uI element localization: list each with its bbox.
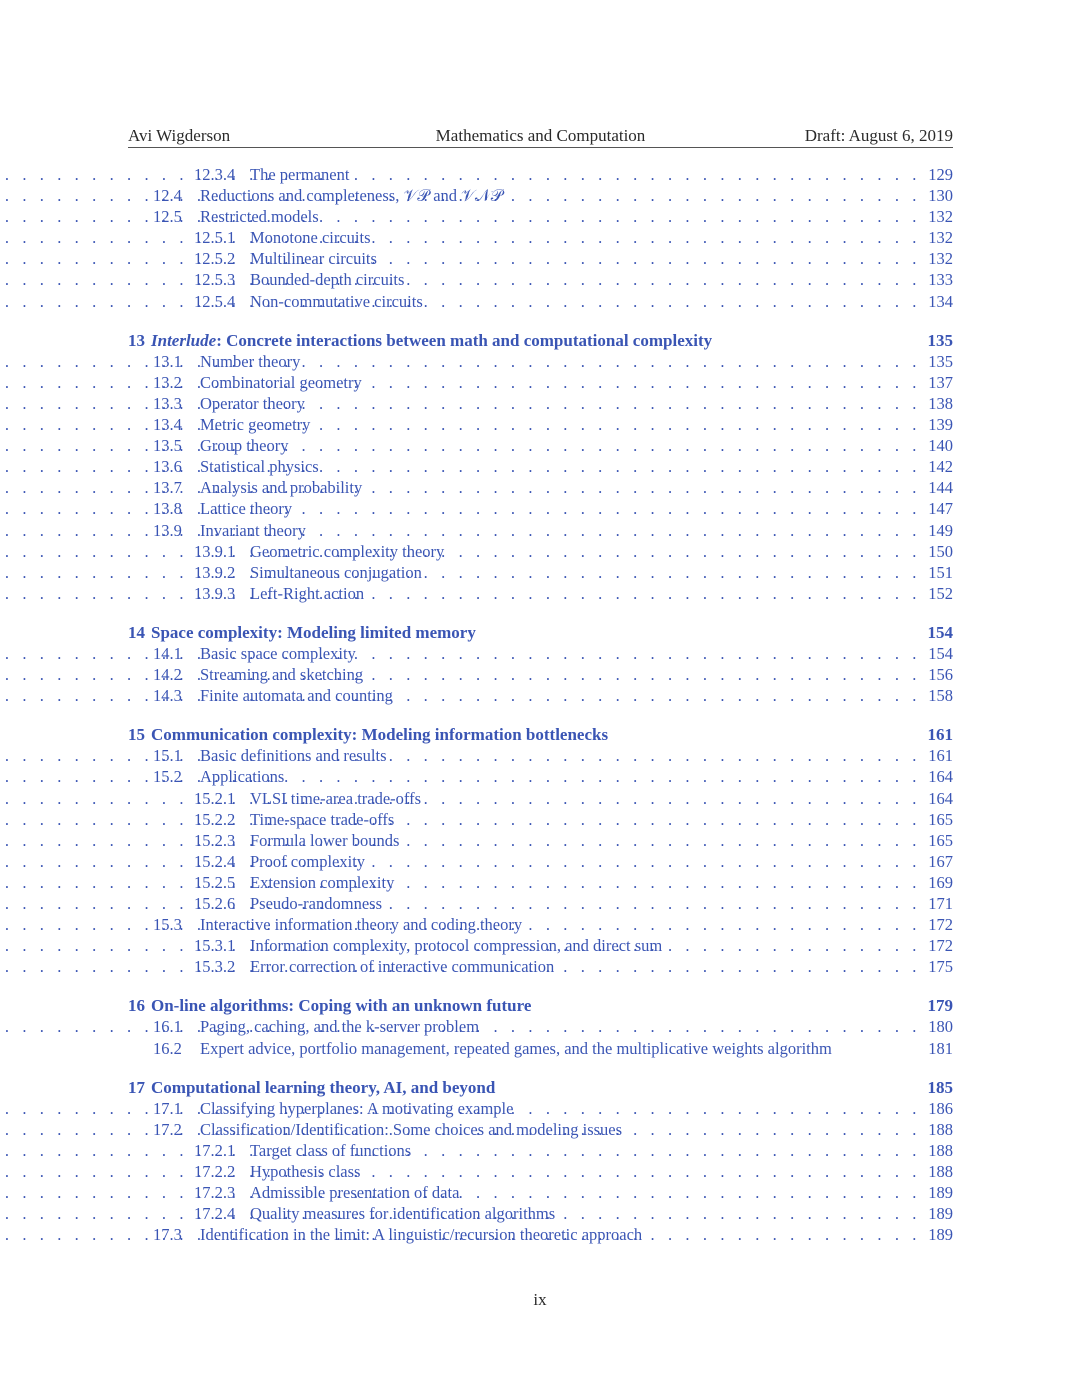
toc-entry-title: Finite automata and counting <box>200 686 393 706</box>
toc-entry-number: 15.2.2 <box>194 809 236 829</box>
toc-entry-page: 185 <box>927 1077 953 1097</box>
toc-entry-page: 135 <box>928 351 953 371</box>
toc-entry-number: 15.2.5 <box>194 872 236 892</box>
toc-dot-leader <box>369 664 921 685</box>
toc-dot-leader <box>290 766 921 787</box>
toc-entry-page: 188 <box>928 1162 953 1182</box>
toc-entry-number: 16.2 <box>153 1038 182 1058</box>
toc-subsection-entry[interactable] <box>128 227 953 248</box>
toc-entry-title: Group theory <box>200 436 289 456</box>
toc-entry-title: Error correction of interactive communication <box>250 957 555 977</box>
toc-entry-page: 132 <box>928 249 953 269</box>
toc-entry-number: 13.7 <box>153 478 182 498</box>
toc-entry-page: 181 <box>928 1038 953 1058</box>
toc-dot-leader <box>383 248 921 269</box>
toc-entry-page: 139 <box>928 415 953 435</box>
toc-entry-page: 132 <box>928 228 953 248</box>
toc-entry-title: Invariant theory <box>200 520 306 540</box>
toc-entry-title: Hypothesis class <box>250 1162 361 1182</box>
toc-entry-title: Information complexity, protocol compression, and direct sum <box>250 936 663 956</box>
toc-subsection-entry[interactable] <box>128 935 953 956</box>
toc-entry-title: Simultaneous conjugation <box>250 562 422 582</box>
toc-entry-number: 17.2 <box>153 1119 182 1139</box>
toc-entry-title: Identification in the limit: A linguistic/recursion theoretic approach <box>200 1225 643 1245</box>
toc-entry-title: Target class of functions <box>250 1140 412 1160</box>
toc-dot-leader <box>405 830 921 851</box>
toc-entry-number: 13.9.1 <box>194 541 236 561</box>
toc-dot-leader <box>410 269 921 290</box>
toc-entry-number: 17.1 <box>153 1098 182 1118</box>
toc-dot-leader <box>294 435 921 456</box>
toc-dot-leader <box>306 351 921 372</box>
toc-dot-leader <box>362 643 921 664</box>
toc-dot-leader <box>312 520 921 541</box>
toc-entry-page: 132 <box>928 207 953 227</box>
toc-dot-leader <box>628 1119 921 1140</box>
toc-dot-leader <box>465 1182 921 1203</box>
toc-entry-page: 167 <box>928 851 953 871</box>
toc-section-entry[interactable] <box>128 351 953 372</box>
toc-dot-leader <box>427 788 921 809</box>
toc-subsection-entry[interactable] <box>128 164 953 185</box>
toc-subsection-entry[interactable] <box>128 893 953 914</box>
toc-entry-title: Number theory <box>200 351 301 371</box>
toc-section-entry[interactable] <box>128 414 953 435</box>
header-book-title: Mathematics and Computation <box>435 126 646 145</box>
toc-entry-page: 151 <box>928 562 953 582</box>
toc-entry-title: Paging, caching, and the k-server problem <box>200 1017 480 1037</box>
toc-dot-leader <box>316 414 921 435</box>
toc-chapter-entry[interactable] <box>128 724 953 745</box>
toc-entry-number: 16 <box>128 996 145 1016</box>
toc-entry-title: Expert advice, portfolio management, repeated games, and the multiplicative weights algorithm <box>200 1038 832 1058</box>
toc-dot-leader <box>450 541 921 562</box>
toc-section-entry[interactable] <box>128 745 953 766</box>
toc-entry-page: 171 <box>928 894 953 913</box>
toc-entry-title-emphasis: Interlude <box>151 330 217 350</box>
toc-entry-page: 147 <box>928 499 953 519</box>
toc-entry-number: 15.2 <box>153 767 182 787</box>
toc-entry-page: 129 <box>928 165 953 184</box>
toc-entry-page: 172 <box>928 915 953 935</box>
toc-entry-title: Space complexity: Modeling limited memory <box>151 622 476 642</box>
toc-section-entry[interactable] <box>128 914 953 935</box>
toc-subsection-entry[interactable] <box>128 291 953 312</box>
toc-section-entry[interactable] <box>128 498 953 519</box>
toc-dot-leader <box>648 1224 921 1245</box>
toc-dot-leader <box>429 291 921 312</box>
toc-entry-number: 12.5.1 <box>194 228 236 248</box>
header-author: Avi Wigderson <box>128 126 231 145</box>
toc-section-entry[interactable] <box>128 766 953 787</box>
toc-section-entry[interactable] <box>128 435 953 456</box>
toc-entry-title: Classification/Identification: Some choices and modeling issues <box>200 1119 623 1139</box>
toc-dot-leader <box>366 1161 921 1182</box>
toc-entry-number: 15 <box>128 725 145 745</box>
toc-entry-title: Classifying hyperplanes: A motivating example <box>200 1098 514 1118</box>
toc-entry-number: 15.3 <box>153 915 182 935</box>
toc-subsection-entry[interactable] <box>128 269 953 290</box>
toc-subsection-entry[interactable] <box>128 809 953 830</box>
toc-section-entry[interactable] <box>128 1038 953 1059</box>
toc-entry-number: 15.2.3 <box>194 830 236 850</box>
toc-subsection-entry[interactable] <box>128 788 953 809</box>
toc-dot-leader <box>509 185 921 206</box>
toc-entry-number: 13.2 <box>153 372 182 392</box>
toc-entry-number: 12.4 <box>153 186 182 206</box>
toc-entry-page: 188 <box>928 1119 953 1139</box>
toc-entry-page: 180 <box>928 1017 953 1037</box>
toc-entry-page: 189 <box>928 1204 953 1224</box>
toc-dot-leader <box>298 498 921 519</box>
toc-entry-title: Communication complexity: Modeling information bottlenecks <box>151 725 609 745</box>
toc-entry-page: 138 <box>928 393 953 413</box>
toc-entry-title: Left-Right action <box>250 583 365 603</box>
toc-section-entry[interactable] <box>128 520 953 541</box>
toc-subsection-entry[interactable] <box>128 830 953 851</box>
toc-entry-number: 15.3.1 <box>194 936 236 956</box>
toc-entry-page: 164 <box>928 767 953 787</box>
toc-entry-title: Multilinear circuits <box>250 249 377 269</box>
toc-entry-title: Pseudo-randomness <box>250 894 382 913</box>
toc-entry-title: Applications <box>200 767 285 787</box>
toc-subsection-entry[interactable] <box>128 956 953 977</box>
toc-entry-page: 179 <box>927 996 953 1016</box>
toc-entry-title: VLSI time-area trade-offs <box>250 788 422 808</box>
toc-subsection-entry[interactable] <box>128 1182 953 1203</box>
toc-entry-title: Restricted models <box>200 207 319 227</box>
toc-dot-leader <box>370 583 921 604</box>
toc-subsection-entry[interactable] <box>128 562 953 583</box>
toc-entry-number: 12.5.2 <box>194 249 236 269</box>
toc-entry-title <box>151 330 712 351</box>
toc-entry-number: 17.2.3 <box>194 1183 236 1203</box>
toc-entry-page: 189 <box>928 1225 953 1245</box>
toc-entry-title: Operator theory <box>200 393 305 413</box>
toc-entry-title: Time-space trade-offs <box>250 809 395 829</box>
toc-section-entry[interactable] <box>128 643 953 664</box>
toc-entry-title: Geometric complexity theory <box>250 541 445 561</box>
toc-entry-title: Metric geometry <box>200 415 311 435</box>
toc-dot-leader <box>428 562 921 583</box>
toc-entry-page: 165 <box>928 809 953 829</box>
toc-dot-leader <box>355 164 921 185</box>
toc-section-entry[interactable] <box>128 1224 953 1245</box>
toc-dot-leader <box>560 956 921 977</box>
toc-entry-page: 188 <box>928 1140 953 1160</box>
toc-entry-page: 150 <box>928 541 953 561</box>
toc-subsection-entry[interactable] <box>128 541 953 562</box>
toc-entry-title: Formula lower bounds <box>250 830 400 850</box>
toc-entry-number: 14.3 <box>153 686 182 706</box>
toc-entry-page: 142 <box>928 457 953 477</box>
toc-entry-title: On-line algorithms: Coping with an unknown future <box>151 996 532 1016</box>
toc-entry-title: Streaming and sketching <box>200 665 364 685</box>
toc-dot-leader <box>311 393 921 414</box>
toc-entry-title: Quality measures for identification algorithms <box>250 1204 556 1224</box>
toc-dot-leader <box>528 914 921 935</box>
toc-entry-title: Reductions and completeness, 𝒱𝒫 and 𝒱𝒩𝒫 <box>200 186 503 206</box>
toc-entry-number: 13.9.2 <box>194 562 236 582</box>
toc-dot-leader <box>400 872 921 893</box>
toc-section-entry[interactable] <box>128 685 953 706</box>
toc-chapter-entry[interactable] <box>128 622 953 643</box>
toc-entry-number: 12.5 <box>153 207 182 227</box>
toc-dot-leader <box>377 227 921 248</box>
toc-entry-number: 17.2.4 <box>194 1204 236 1224</box>
toc-section-entry[interactable] <box>128 206 953 227</box>
toc-entry-page: 158 <box>928 686 953 706</box>
toc-entry-number: 15.1 <box>153 746 182 766</box>
toc-entry-page: 172 <box>928 936 953 956</box>
toc-entry-page: 133 <box>928 270 953 290</box>
toc-entry-page: 169 <box>928 872 953 892</box>
toc-entry-title: Admissible presentation of data <box>250 1183 460 1203</box>
running-header <box>128 125 953 148</box>
toc-entry-page: 154 <box>928 643 953 663</box>
toc-entry-number: 17.3 <box>153 1225 182 1245</box>
toc-entry-number: 12.5.3 <box>194 270 236 290</box>
toc-dot-leader <box>668 935 921 956</box>
toc-entry-page: 154 <box>927 622 953 642</box>
toc-dot-leader <box>368 372 921 393</box>
toc-entry-title: Monotone circuits <box>250 228 371 248</box>
toc-entry-page: 152 <box>928 583 953 603</box>
toc-entry-title: Basic definitions and results <box>200 746 387 766</box>
toc-entry-number: 13 <box>128 330 145 350</box>
toc-chapter-entry[interactable] <box>128 330 953 351</box>
toc-entry-number: 15.2.4 <box>194 851 236 871</box>
toc-dot-leader <box>485 1016 921 1037</box>
toc-entry-title: Combinatorial geometry <box>200 372 362 392</box>
toc-entry-number: 12.5.4 <box>194 291 236 311</box>
toc-section-entry[interactable] <box>128 1119 953 1140</box>
toc-section-entry[interactable] <box>128 477 953 498</box>
toc-subsection-entry[interactable] <box>128 248 953 269</box>
toc-entry-page: 130 <box>928 186 953 206</box>
toc-entry-page: 189 <box>928 1183 953 1203</box>
toc-entry-number: 13.9.3 <box>194 583 236 603</box>
toc-subsection-entry[interactable] <box>128 583 953 604</box>
toc-entry-page: 161 <box>927 725 953 745</box>
toc-entry-number: 15.3.2 <box>194 957 236 977</box>
toc-entry-title: Lattice theory <box>200 499 293 519</box>
toc-entry-title: Interactive information theory and coding theory <box>200 915 523 935</box>
toc-dot-leader <box>325 206 921 227</box>
toc-entry-number: 15.2.1 <box>194 788 236 808</box>
toc-entry-number: 13.5 <box>153 436 182 456</box>
toc-subsection-entry[interactable] <box>128 851 953 872</box>
toc-entry-page: 175 <box>928 957 953 977</box>
toc-entry-number: 17.2.1 <box>194 1140 236 1160</box>
toc-entry-title: Statistical physics <box>200 457 319 477</box>
page-number: ix <box>533 1290 547 1309</box>
toc-dot-leader <box>417 1140 921 1161</box>
toc-dot-leader <box>399 685 921 706</box>
toc-entry-title: The permanent <box>250 165 350 184</box>
toc-entry-title: Computational learning theory, AI, and beyond <box>151 1077 496 1097</box>
table-of-contents <box>128 164 953 1245</box>
toc-entry-page: 144 <box>928 478 953 498</box>
toc-dot-leader <box>393 745 921 766</box>
toc-section-entry[interactable] <box>128 456 953 477</box>
toc-chapter-entry[interactable] <box>128 995 953 1016</box>
toc-subsection-entry[interactable] <box>128 1140 953 1161</box>
toc-entry-number: 13.1 <box>153 351 182 371</box>
toc-section-entry[interactable] <box>128 393 953 414</box>
toc-entry-title: Extension complexity <box>250 872 395 892</box>
toc-entry-number: 14.2 <box>153 665 182 685</box>
toc-entry-page: 134 <box>928 291 953 311</box>
toc-entry-page: 186 <box>928 1098 953 1118</box>
toc-entry-title: Basic space complexity <box>200 643 356 663</box>
toc-entry-number: 13.4 <box>153 415 182 435</box>
toc-chapter-entry[interactable] <box>128 1077 953 1098</box>
toc-subsection-entry[interactable] <box>128 872 953 893</box>
toc-entry-number: 15.2.6 <box>194 894 236 913</box>
toc-section-entry[interactable] <box>128 185 953 206</box>
toc-entry-number: 17.2.2 <box>194 1162 236 1182</box>
toc-dot-leader <box>325 456 921 477</box>
toc-entry-title: Bounded-depth circuits <box>250 270 405 290</box>
toc-section-entry[interactable] <box>128 664 953 685</box>
toc-section-entry[interactable] <box>128 1016 953 1037</box>
toc-entry-title: Analysis and probability <box>200 478 363 498</box>
toc-dot-leader <box>561 1203 921 1224</box>
toc-entry-number: 13.9 <box>153 520 182 540</box>
toc-dot-leader <box>368 477 921 498</box>
toc-dot-leader <box>371 851 921 872</box>
toc-entry-title: Proof complexity <box>250 851 366 871</box>
toc-entry-page: 140 <box>928 436 953 456</box>
toc-entry-page: 165 <box>928 830 953 850</box>
toc-entry-title: Non-commutative circuits <box>250 291 423 311</box>
toc-entry-number: 12.3.4 <box>194 165 236 184</box>
header-draft-date: Draft: August 6, 2019 <box>804 126 953 145</box>
toc-section-entry[interactable] <box>128 372 953 393</box>
toc-entry-number: 13.3 <box>153 393 182 413</box>
toc-entry-page: 161 <box>928 746 953 766</box>
toc-dot-leader <box>388 893 921 914</box>
toc-entry-page: 135 <box>927 330 953 350</box>
toc-subsection-entry[interactable] <box>128 1161 953 1182</box>
toc-entry-number: 14.1 <box>153 643 182 663</box>
toc-entry-number: 13.6 <box>153 457 182 477</box>
toc-dot-leader <box>519 1098 921 1119</box>
toc-entry-page: 164 <box>928 788 953 808</box>
toc-entry-page: 149 <box>928 520 953 540</box>
toc-entry-number: 13.8 <box>153 499 182 519</box>
toc-subsection-entry[interactable] <box>128 1203 953 1224</box>
toc-entry-number: 17 <box>128 1077 145 1097</box>
toc-entry-number: 14 <box>128 622 145 642</box>
toc-entry-page: 137 <box>928 372 953 392</box>
toc-entry-page: 156 <box>928 665 953 685</box>
toc-entry-number: 16.1 <box>153 1017 182 1037</box>
toc-dot-leader <box>400 809 921 830</box>
toc-entry-title-rest: : Concrete interactions between math and computational complexity <box>216 330 713 350</box>
toc-section-entry[interactable] <box>128 1098 953 1119</box>
